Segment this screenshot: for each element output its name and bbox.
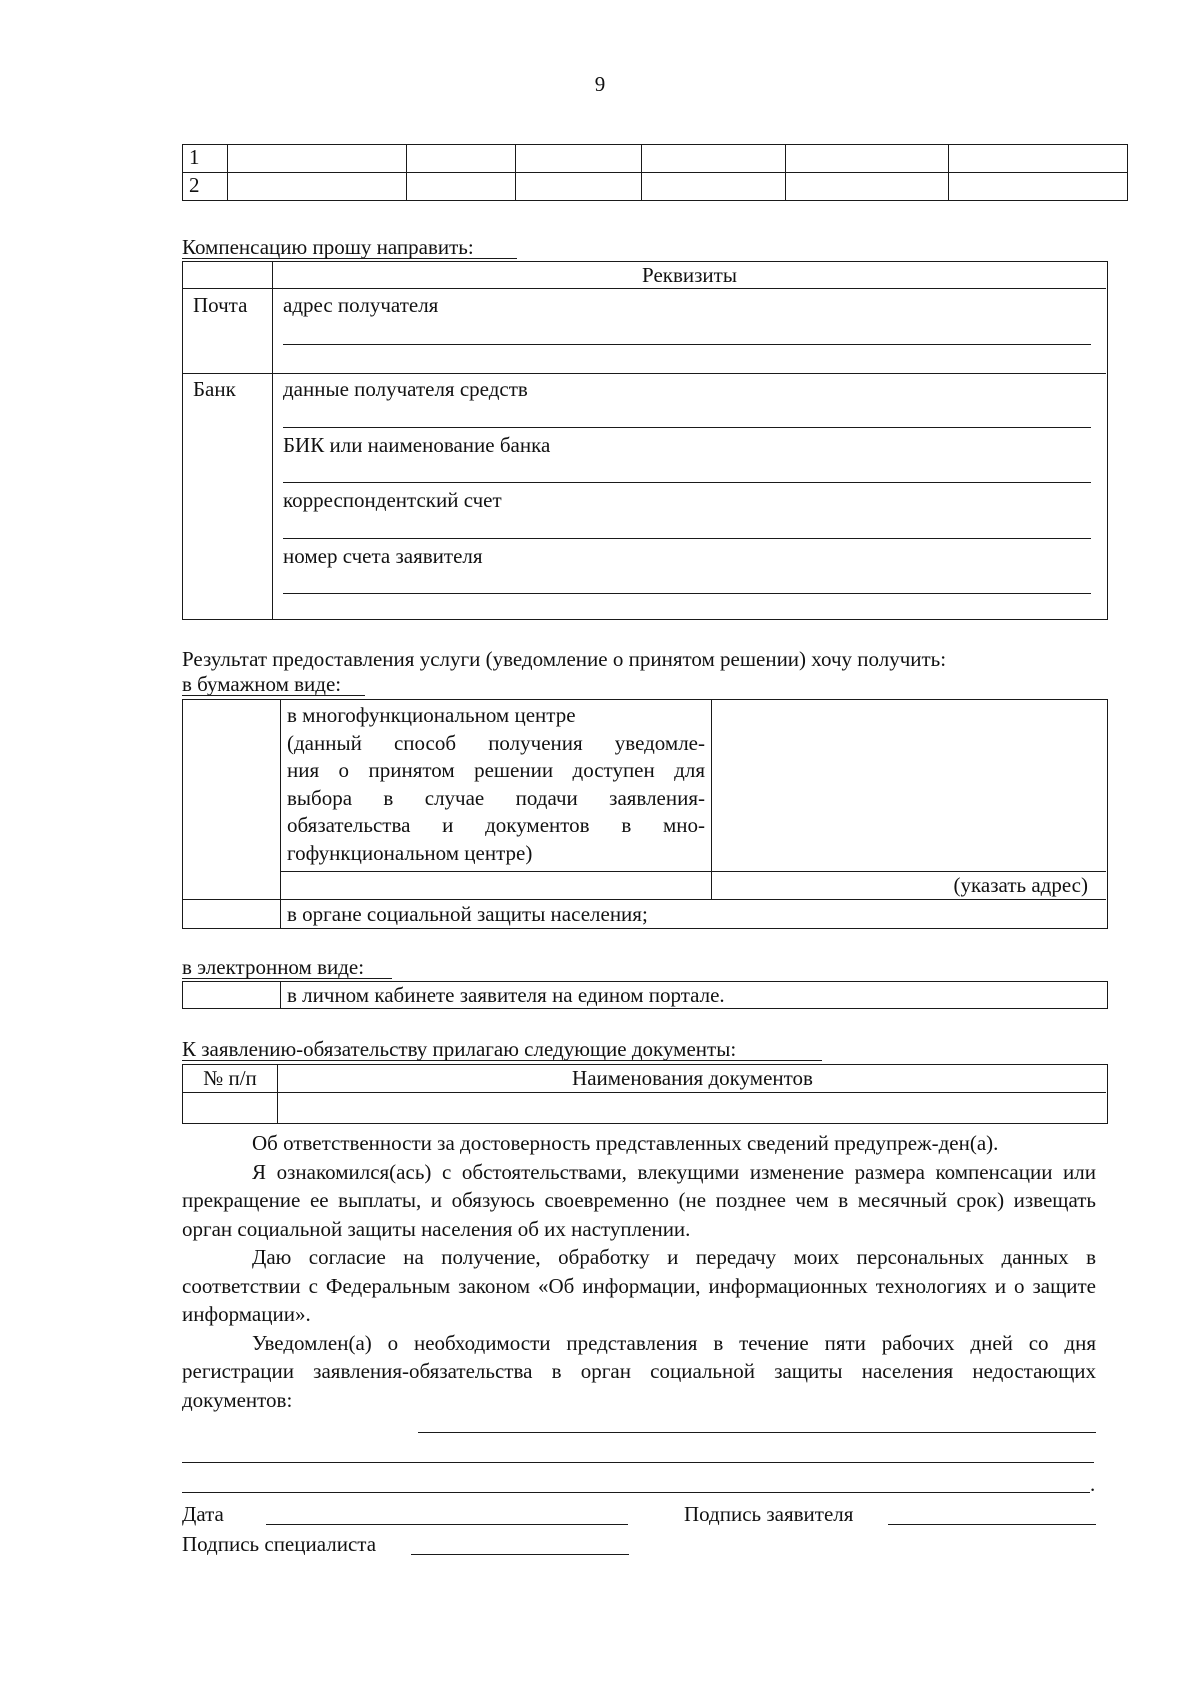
row-number: 2 xyxy=(183,173,228,201)
table-cell[interactable] xyxy=(786,173,949,201)
bik-input[interactable] xyxy=(283,482,1091,483)
divider xyxy=(280,871,1106,872)
bik-label: БИК или наименование банка xyxy=(283,433,551,457)
table-cell[interactable] xyxy=(407,173,516,201)
bank-recipient-input[interactable] xyxy=(283,427,1091,428)
table-cell[interactable] xyxy=(949,145,1128,173)
bank-recipient-label: данные получателя средств xyxy=(283,377,528,401)
statement-paragraph: Уведомлен(а) о необходимости представления в течение пяти рабочих дней со дня регистрации заявления-обязательства в орган социальной защиты населения недостающих документов: xyxy=(182,1330,1096,1412)
divider xyxy=(711,700,712,900)
doc-name-header: Наименования документов xyxy=(572,1066,813,1090)
table-cell[interactable] xyxy=(642,173,786,201)
divider xyxy=(183,899,1106,900)
statement-paragraph: Об ответственности за достоверность представленных сведений предупреж-ден(а). xyxy=(252,1131,999,1155)
mail-label: Почта xyxy=(193,293,248,317)
table-cell[interactable] xyxy=(642,145,786,173)
result-heading: Результат предоставления услуги (уведомление о принятом решении) хочу получить: xyxy=(182,647,947,671)
documents-heading: К заявлению-обязательству прилагаю следующие документы: xyxy=(182,1038,822,1061)
table-cell[interactable] xyxy=(516,173,642,201)
table-cell[interactable] xyxy=(949,173,1128,201)
paper-form-label: в бумажном виде: xyxy=(182,673,365,696)
table-cell[interactable] xyxy=(228,173,407,201)
paper-delivery-table xyxy=(182,699,1108,929)
social-organ-option: в органе социальной защиты населения; xyxy=(287,902,648,926)
date-input[interactable] xyxy=(266,1524,628,1525)
divider xyxy=(280,700,281,928)
divider xyxy=(277,1065,278,1123)
page-number: 9 xyxy=(594,72,606,96)
address-hint: (указать адрес) xyxy=(953,873,1088,897)
mfc-line: ния о принятом решении доступен для xyxy=(287,758,705,782)
table-cell[interactable] xyxy=(786,145,949,173)
row-number: 1 xyxy=(183,145,228,173)
divider xyxy=(272,262,273,619)
statement-paragraph: Я ознакомился(ась) с обстоятельствами, влекущими изменение размера компенсации или прекращение ее выплаты, и обязуюсь своевременно (не позднее чем в месячный срок) извещать орган социальной защиты населения об их наступлении. xyxy=(182,1159,1096,1241)
mfc-line: обязательства и документов в мно- xyxy=(287,813,705,837)
documents-table xyxy=(182,1064,1108,1124)
mail-address-input[interactable] xyxy=(283,344,1091,345)
date-label: Дата xyxy=(182,1502,224,1526)
divider xyxy=(183,373,1106,374)
specialist-signature-label: Подпись специалиста xyxy=(182,1532,377,1556)
mfc-line: гофункциональном центре) xyxy=(287,840,533,865)
corr-account-input[interactable] xyxy=(283,538,1091,539)
missing-docs-input[interactable] xyxy=(418,1432,1096,1433)
portal-checkbox[interactable] xyxy=(183,982,279,1008)
statement-paragraph: Даю согласие на получение, обработку и передачу моих персональных данных в соответствии с Федеральным законом «Об информации, информационных технологиях и о защите информации». xyxy=(182,1245,1096,1326)
account-number-label: номер счета заявителя xyxy=(283,544,483,568)
period-mark: . xyxy=(1090,1472,1096,1496)
social-organ-checkbox[interactable] xyxy=(183,900,279,928)
statements xyxy=(182,1129,1096,1414)
divider xyxy=(183,1092,1106,1093)
mfc-line: (данный способ получения уведомле- xyxy=(287,730,705,755)
missing-docs-input-line[interactable] xyxy=(182,1492,1090,1493)
top-table xyxy=(182,144,1128,201)
doc-number-header: № п/п xyxy=(203,1066,257,1090)
mfc-address-input[interactable] xyxy=(713,700,1106,870)
electronic-table xyxy=(182,981,1108,1009)
requisites-header: Реквизиты xyxy=(642,263,737,287)
divider xyxy=(280,982,281,1008)
mail-field-label: адрес получателя xyxy=(283,293,439,317)
requisites-table xyxy=(182,261,1108,620)
doc-number-cell[interactable] xyxy=(183,1094,276,1123)
mfc-line: в многофункциональном центре xyxy=(287,703,576,727)
bank-label: Банк xyxy=(193,377,236,401)
applicant-signature-label: Подпись заявителя xyxy=(684,1502,854,1526)
missing-docs-input-line[interactable] xyxy=(182,1462,1094,1463)
mfc-checkbox[interactable] xyxy=(183,700,279,898)
account-number-input[interactable] xyxy=(283,593,1091,594)
table-cell[interactable] xyxy=(407,145,516,173)
portal-option: в личном кабинете заявителя на едином портале. xyxy=(287,983,725,1007)
table-cell[interactable] xyxy=(516,145,642,173)
specialist-signature-input[interactable] xyxy=(411,1554,629,1555)
doc-name-cell[interactable] xyxy=(279,1094,1105,1123)
electronic-form-label: в электронном виде: xyxy=(182,956,392,979)
corr-account-label: корреспондентский счет xyxy=(283,488,502,512)
compensation-heading: Компенсацию прошу направить: xyxy=(182,236,517,259)
mfc-line: выбора в случае подачи заявления- xyxy=(287,785,705,810)
table-cell[interactable] xyxy=(228,145,407,173)
applicant-signature-input[interactable] xyxy=(888,1524,1096,1525)
mfc-option xyxy=(287,702,705,867)
